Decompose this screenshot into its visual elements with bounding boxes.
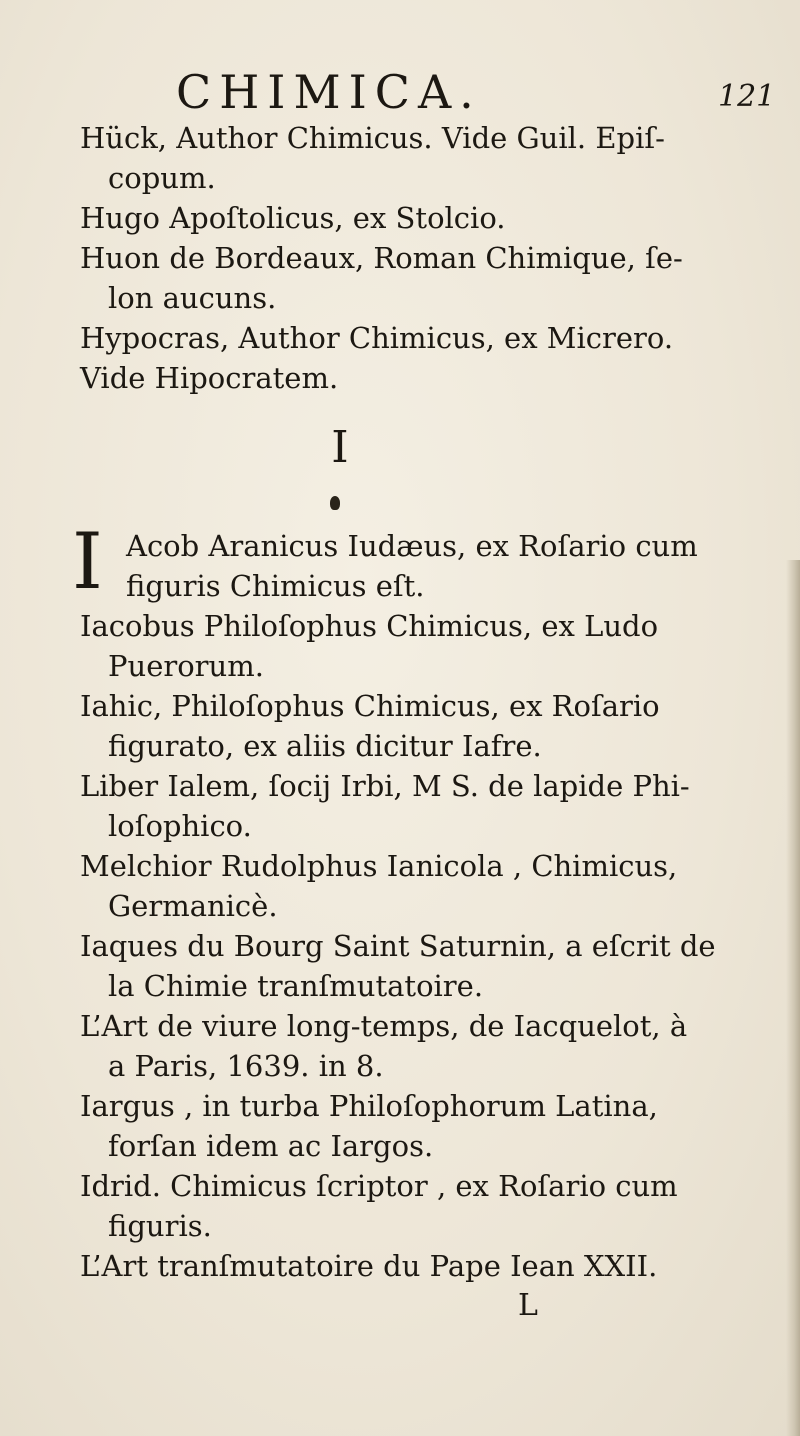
- entry-line: Hypocras, Author Chimicus, ex Micrero.: [80, 321, 674, 355]
- entry-line: forſan idem ac Iargos.: [108, 1129, 434, 1163]
- entry-line: figuris.: [108, 1209, 212, 1243]
- entry-line: figuris Chimicus eſt.: [126, 569, 425, 603]
- page-number: 121: [718, 79, 776, 114]
- entry-line: Huon de Bordeaux, Roman Chimique, ſe-: [80, 241, 683, 275]
- entry-line: Puerorum.: [108, 649, 264, 683]
- entry-line: Melchior Rudolphus Ianicola , Chimicus,: [80, 849, 678, 883]
- entry-line: a Paris, 1639. in 8.: [108, 1049, 384, 1083]
- page-header: [0, 62, 800, 122]
- entry-line: Germanicè.: [108, 889, 278, 923]
- entry-line: Liber Ialem, ſocij Irbi, M S. de lapide Phi-: [80, 769, 690, 803]
- entry-line: Hugo Apoſtolicus, ex Stolcio.: [80, 201, 506, 235]
- section-heading-letter: I: [331, 422, 349, 473]
- entry-line: Idrid. Chimicus ſcriptor , ex Roſario cum: [80, 1169, 678, 1203]
- entry-line: copum.: [108, 161, 216, 195]
- page-edge-shadow: [786, 560, 800, 1436]
- entry-line: Iacobus Philoſophus Chimicus, ex Ludo: [80, 609, 659, 643]
- entry-line: la Chimie tranſmutatoire.: [108, 969, 484, 1003]
- entry-line: lon aucuns.: [108, 281, 277, 315]
- ornament-icon: [330, 496, 340, 510]
- entry-line: L’Art tranſmutatoire du Pape Iean XXII.: [80, 1249, 658, 1283]
- entry-line: Hück, Author Chimicus. Vide Guil. Epiſ-: [80, 121, 665, 155]
- entry-line: Iaques du Bourg Saint Saturnin, a eſcrit de: [80, 929, 716, 963]
- catchword: L: [518, 1288, 538, 1323]
- entry-line: figurato, ex aliis dicitur Iafre.: [108, 729, 542, 763]
- entry-line: L’Art de viure long-temps, de Iacquelot, à: [80, 1009, 688, 1043]
- running-title: CHIMICA.: [176, 65, 482, 119]
- entry-line: Acob Aranicus Iudæus, ex Roſario cum: [126, 529, 698, 563]
- entry-line: Iahic, Philoſophus Chimicus, ex Roſario: [80, 689, 660, 723]
- drop-cap: I: [72, 517, 103, 607]
- entry-line: Vide Hipocratem.: [80, 361, 339, 395]
- entry-line: Iargus , in turba Philoſophorum Latina,: [80, 1089, 658, 1123]
- entry-line: loſophico.: [108, 809, 252, 843]
